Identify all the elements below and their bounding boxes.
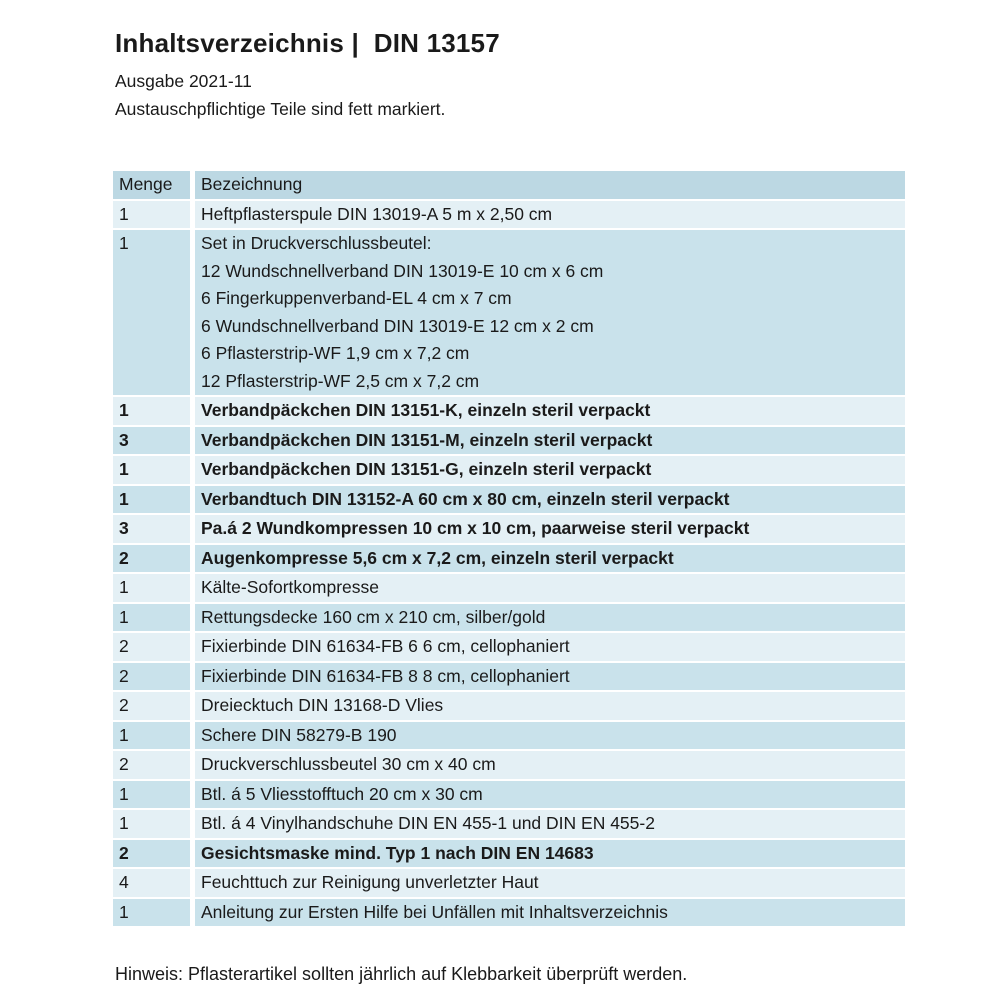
row-set-item: 12 Wundschnellverband DIN 13019-E 10 cm x 6 cm	[201, 260, 604, 281]
row-designation-text: Btl. á 4 Vinylhandschuhe DIN EN 455-1 und DIN EN 455-2	[201, 813, 655, 833]
table-row	[113, 840, 905, 868]
table-row	[113, 810, 905, 838]
row-quantity: 1	[113, 781, 190, 809]
row-designation	[195, 545, 905, 573]
row-designation	[195, 810, 905, 838]
table-row	[113, 397, 905, 425]
table-row	[113, 604, 905, 632]
table-row	[113, 692, 905, 720]
table-row	[113, 751, 905, 779]
bold-note-line: Austauschpflichtige Teile sind fett markiert.	[115, 99, 446, 119]
row-designation-text: Anleitung zur Ersten Hilfe bei Unfällen mit Inhaltsverzeichnis	[201, 901, 668, 922]
row-designation-text: Verbandpäckchen DIN 13151-M, einzeln steril verpackt	[201, 429, 653, 450]
row-designation	[195, 201, 905, 229]
row-designation-text: Pa.á 2 Wundkompressen 10 cm x 10 cm, paarweise steril verpackt	[201, 518, 750, 538]
row-designation	[195, 899, 905, 927]
table-row	[113, 722, 905, 750]
row-designation	[195, 869, 905, 897]
row-designation	[195, 427, 905, 455]
row-designation-text: Verbandtuch DIN 13152-A 60 cm x 80 cm, einzeln steril verpackt	[201, 488, 730, 509]
row-designation-text: Btl. á 5 Vliesstofftuch 20 cm x 30 cm	[201, 783, 483, 804]
row-quantity: 1	[113, 604, 190, 632]
row-designation	[195, 633, 905, 661]
row-designation	[195, 663, 905, 691]
row-quantity: 1	[113, 456, 190, 484]
row-designation-text: Heftpflasterspule DIN 13019-A 5 m x 2,50 cm	[201, 203, 553, 224]
row-quantity: 4	[113, 869, 190, 897]
row-set-item: 6 Fingerkuppenverband-EL 4 cm x 7 cm	[201, 288, 512, 308]
row-quantity: 1	[113, 722, 190, 750]
row-quantity: 1	[113, 899, 190, 927]
table-row	[113, 869, 905, 897]
row-designation-text: Verbandpäckchen DIN 13151-K, einzeln steril verpackt	[201, 400, 651, 420]
row-designation	[195, 515, 905, 543]
row-quantity: 3	[113, 427, 190, 455]
table-row	[113, 515, 905, 543]
table-row	[113, 574, 905, 602]
row-quantity: 1	[113, 574, 190, 602]
row-designation	[195, 604, 905, 632]
row-designation-text: Gesichtsmaske mind. Typ 1 nach DIN EN 14683	[201, 842, 594, 863]
row-designation-text: Kälte-Sofortkompresse	[201, 577, 379, 597]
row-quantity: 3	[113, 515, 190, 543]
row-designation-text: Verbandpäckchen DIN 13151-G, einzeln steril verpackt	[201, 459, 652, 479]
row-designation	[195, 486, 905, 514]
row-designation-text: Fixierbinde DIN 61634-FB 6 6 cm, cellophaniert	[201, 636, 570, 656]
table-row	[113, 663, 905, 691]
row-set-item: 6 Wundschnellverband DIN 13019-E 12 cm x 2 cm	[201, 315, 594, 336]
row-quantity: 1	[113, 230, 190, 395]
table-row	[113, 899, 905, 927]
column-header-bezeichnung: Bezeichnung	[195, 171, 905, 199]
row-designation-text: Fixierbinde DIN 61634-FB 8 8 cm, cellophaniert	[201, 665, 570, 686]
table-header-row	[113, 171, 905, 199]
row-designation	[195, 751, 905, 779]
row-designation-text: Rettungsdecke 160 cm x 210 cm, silber/gold	[201, 606, 546, 627]
row-designation	[195, 692, 905, 720]
edition-line: Ausgabe 2021-11	[115, 71, 252, 91]
row-designation	[195, 574, 905, 602]
row-quantity: 1	[113, 397, 190, 425]
row-designation	[195, 397, 905, 425]
row-designation	[195, 456, 905, 484]
row-quantity: 2	[113, 751, 190, 779]
row-designation	[195, 230, 905, 395]
row-set-item: 12 Pflasterstrip-WF 2,5 cm x 7,2 cm	[201, 370, 480, 391]
row-designation-text: Schere DIN 58279-B 190	[201, 724, 397, 745]
row-quantity: 2	[113, 663, 190, 691]
row-quantity: 2	[113, 633, 190, 661]
column-header-menge: Menge	[113, 171, 190, 199]
row-designation	[195, 722, 905, 750]
table-body	[113, 201, 905, 927]
row-quantity: 1	[113, 201, 190, 229]
contents-table	[113, 171, 905, 926]
row-designation-text: Feuchttuch zur Reinigung unverletzter Haut	[201, 872, 539, 892]
table-row	[113, 456, 905, 484]
row-quantity: 2	[113, 692, 190, 720]
table-row	[113, 427, 905, 455]
table-row	[113, 486, 905, 514]
row-designation-text: Druckverschlussbeutel 30 cm x 40 cm	[201, 754, 496, 774]
row-designation	[195, 840, 905, 868]
row-designation-text: Set in Druckverschlussbeutel:	[201, 233, 432, 253]
row-designation-text: Augenkompresse 5,6 cm x 7,2 cm, einzeln steril verpackt	[201, 547, 674, 568]
table-row	[113, 781, 905, 809]
table-row	[113, 230, 905, 395]
page-title: Inhaltsverzeichnis | DIN 13157	[115, 28, 500, 58]
row-quantity: 1	[113, 486, 190, 514]
row-designation-text: Dreiecktuch DIN 13168-D Vlies	[201, 695, 444, 715]
row-quantity: 1	[113, 810, 190, 838]
row-designation	[195, 781, 905, 809]
row-quantity: 2	[113, 840, 190, 868]
table-row	[113, 545, 905, 573]
row-set-item: 6 Pflasterstrip-WF 1,9 cm x 7,2 cm	[201, 343, 470, 363]
table-row	[113, 633, 905, 661]
footer-note: Hinweis: Pflasterartikel sollten jährlich auf Klebbarkeit überprüft werden.	[115, 964, 688, 984]
row-quantity: 2	[113, 545, 190, 573]
table-row	[113, 201, 905, 229]
